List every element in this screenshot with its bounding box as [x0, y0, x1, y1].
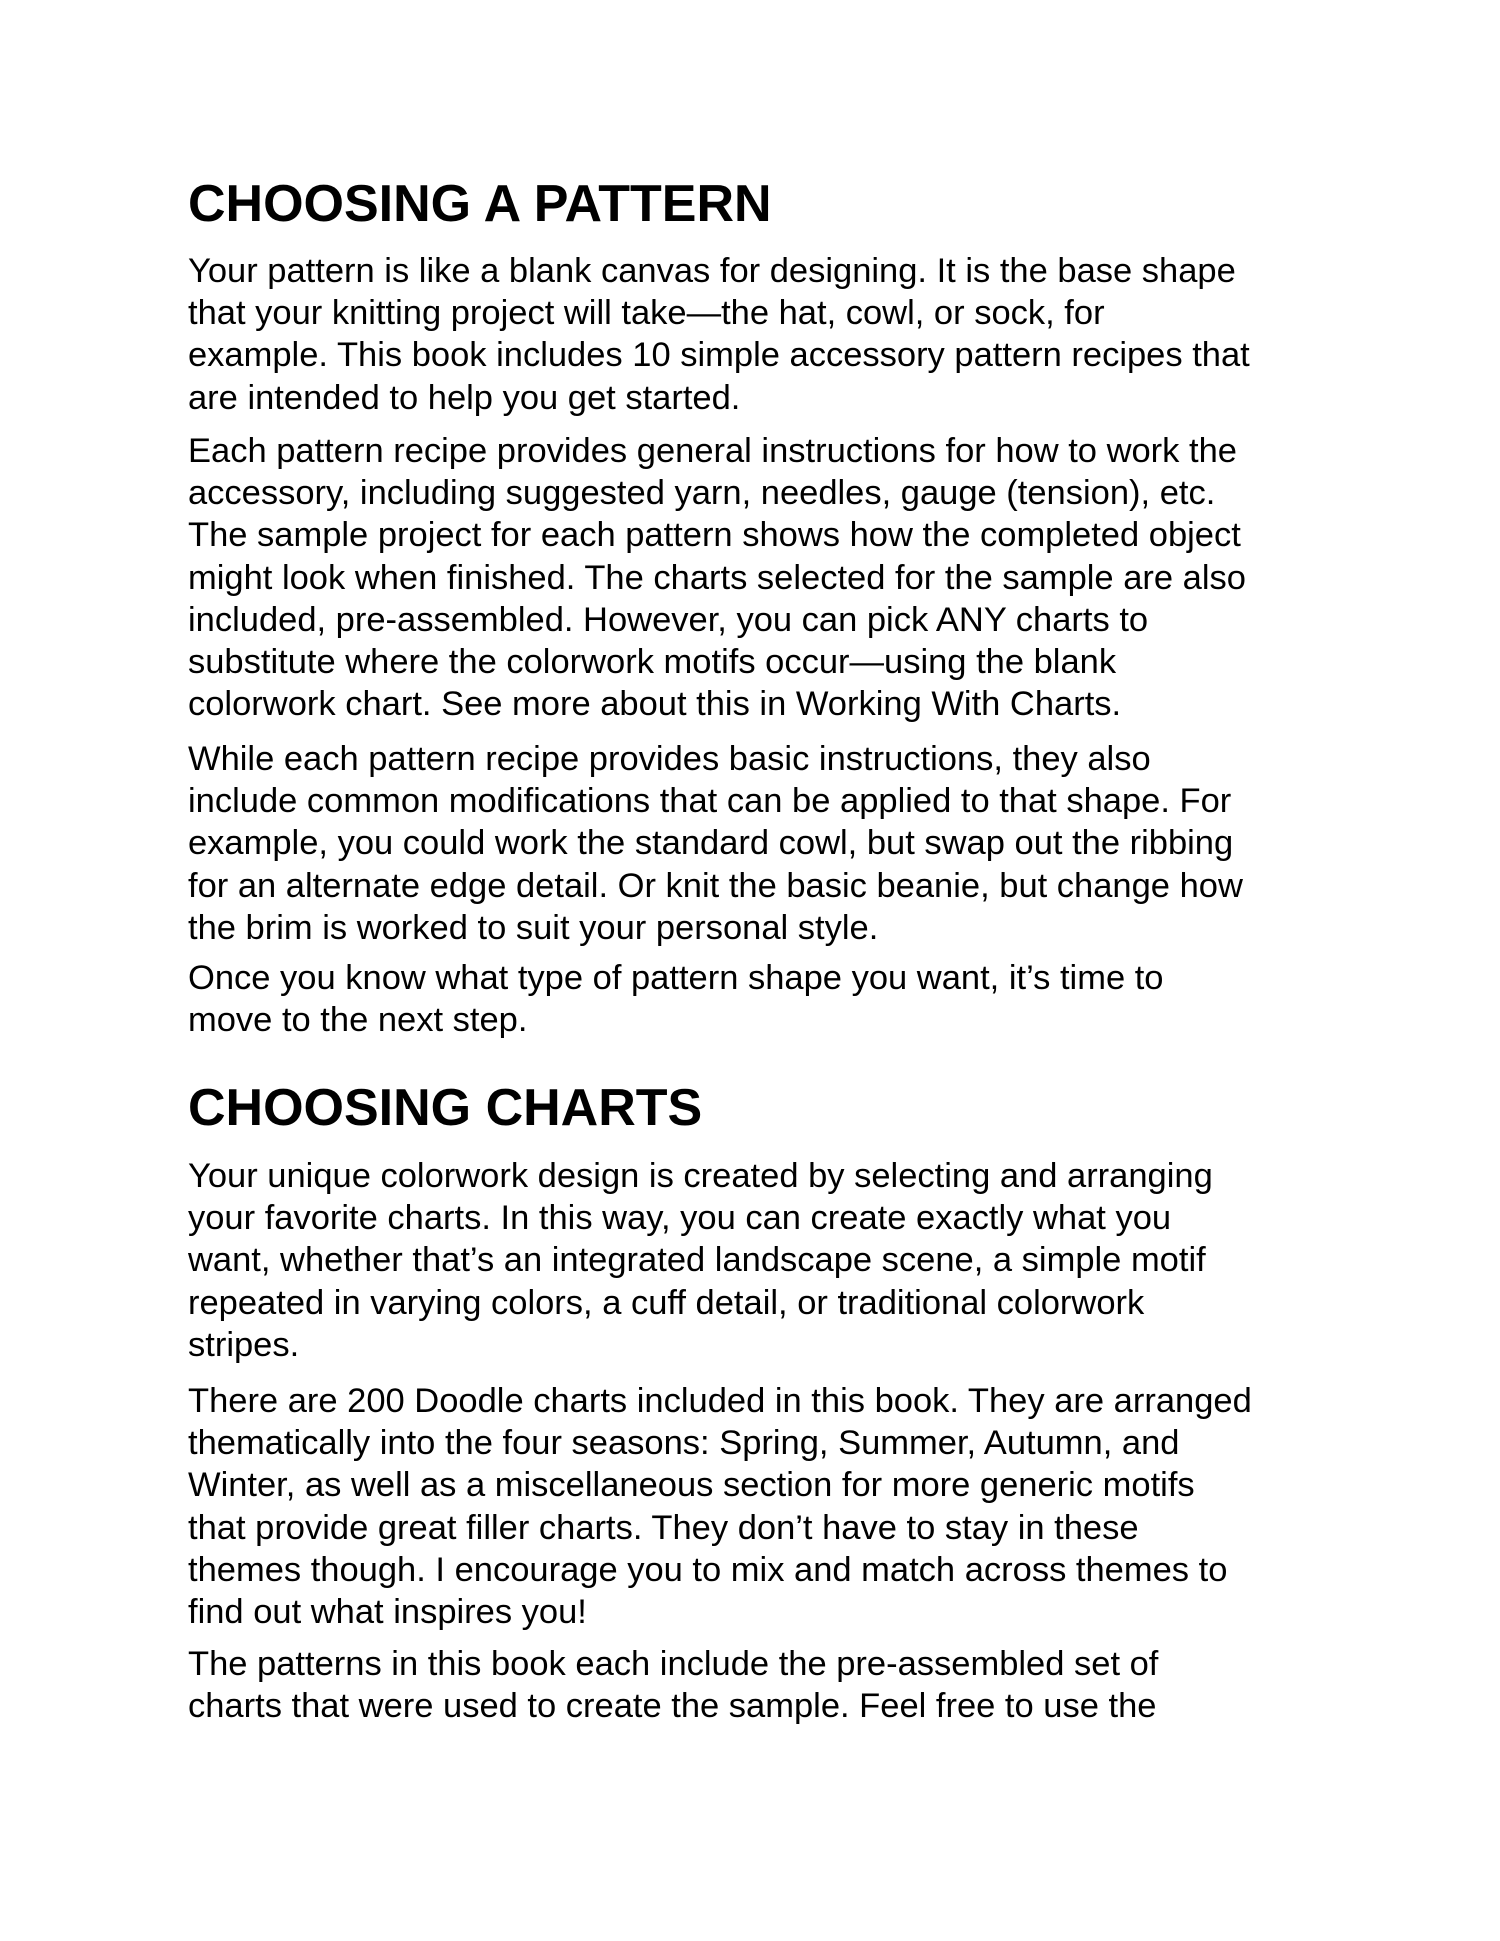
text-line: While each pattern recipe provides basic instructions, they also [188, 740, 1151, 778]
text-line: find out what inspires you! [188, 1593, 587, 1632]
paragraph [188, 1643, 1158, 1727]
text-line: Your pattern is like a blank canvas for designing. It is the base shape [188, 252, 1236, 290]
text-line: thematically into the four seasons: Spring, Summer, Autumn, and [188, 1424, 1180, 1463]
text-line: The sample project for each pattern shows how the completed object [188, 516, 1241, 555]
text-line: that your knitting project will take—the hat, cowl, or sock, for [188, 294, 1105, 333]
text-line: Your unique colorwork design is created by selecting and arranging [188, 1157, 1213, 1195]
text-line: example. This book includes 10 simple accessory pattern recipes that [188, 336, 1250, 375]
section-heading-choosing-a-pattern: CHOOSING A PATTERN [188, 175, 772, 233]
text-line: The patterns in this book each include the pre-assembled set of [188, 1645, 1159, 1683]
text-line: substitute where the colorwork motifs occur—using the blank [188, 643, 1117, 682]
text-line: accessory, including suggested yarn, needles, gauge (tension), etc. [188, 474, 1216, 513]
text-line: example, you could work the standard cowl, but swap out the ribbing [188, 824, 1234, 863]
paragraph [188, 957, 1163, 1041]
text-line: repeated in varying colors, a cuff detail, or traditional colorwork [188, 1283, 1145, 1322]
paragraph [188, 430, 1246, 725]
paragraph [188, 1380, 1252, 1633]
text-line: the brim is worked to suit your personal style. [188, 908, 879, 947]
text-line: are intended to help you get started. [188, 378, 741, 417]
text-line: Winter, as well as a miscellaneous section for more generic motifs [188, 1466, 1195, 1505]
text-line: your favorite charts. In this way, you can create exactly what you [188, 1199, 1172, 1238]
text-line: for an alternate edge detail. Or knit the basic beanie, but change how [188, 866, 1243, 905]
text-line: colorwork chart. See more about this in Working With Charts. [188, 685, 1122, 724]
text-line: Each pattern recipe provides general instructions for how to work the [188, 432, 1237, 470]
text-line: themes though. I encourage you to mix and match across themes to [188, 1550, 1228, 1589]
text-line: Once you know what type of pattern shape you want, it’s time to [188, 959, 1164, 997]
text-line: There are 200 Doodle charts included in this book. They are arranged [188, 1382, 1252, 1420]
paragraph [188, 1155, 1213, 1366]
paragraph [188, 250, 1250, 419]
text-line: that provide great filler charts. They don’t have to stay in these [188, 1508, 1139, 1547]
text-line: include common modifications that can be applied to that shape. For [188, 782, 1232, 821]
text-line: want, whether that’s an integrated landscape scene, a simple motif [188, 1241, 1206, 1280]
text-line: stripes. [188, 1325, 300, 1364]
text-line: included, pre-assembled. However, you can pick ANY charts to [188, 600, 1149, 639]
text-line: move to the next step. [188, 1001, 528, 1040]
text-line: charts that were used to create the sample. Feel free to use the [188, 1687, 1157, 1726]
paragraph [188, 738, 1243, 949]
text-line: might look when finished. The charts selected for the sample are also [188, 558, 1246, 597]
section-heading-choosing-charts: CHOOSING CHARTS [188, 1079, 703, 1137]
